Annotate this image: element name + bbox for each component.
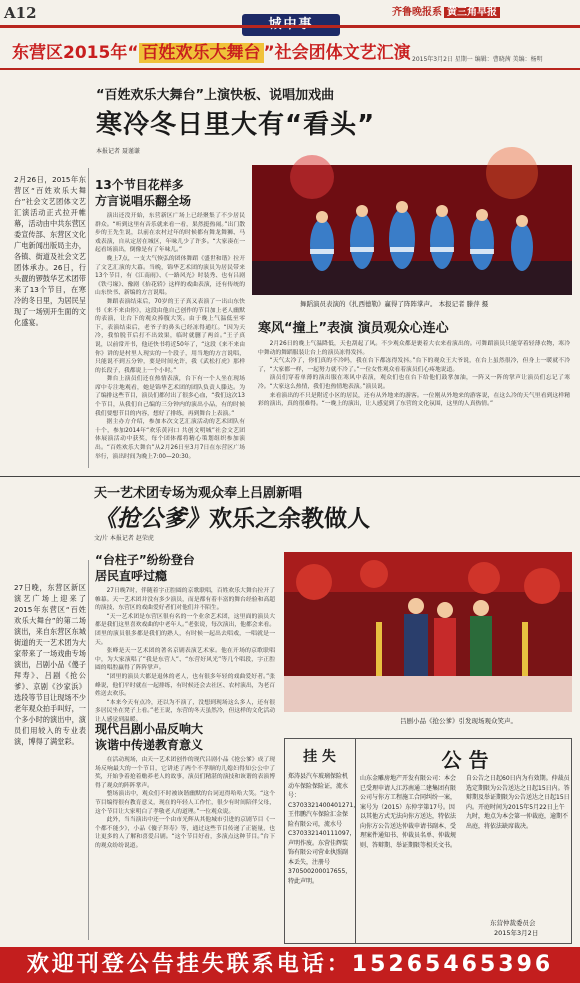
announcement-box [358,738,572,944]
lost-notice-box [284,738,360,944]
announcement-text-a: 山东金雕房地产开发有限公司：本会已受理申请人江苏南通二建集团有限公司与你方工程施工合同纠纷一案，案号为（2015）东仲字第17号。因以其他方式无法向你方送达，特依法向你方公告送达仲裁申请书副本、受理案件通知书、仲裁员名单、仲裁规则、答辩期、举证期限等相关文书。 [360,775,457,849]
story2-body2: 在活动现场，由天一艺术团创作的现代吕剧小品《抢公爹》成了现场反响最大的一个节目，它讲述了两个不孝顺的儿媳妇得知公公中了奖，开始争着抢着赡养老人的故事，演员们精湛的演技和诙谐的表演博得了观众的阵阵掌声。 整场演出中，观众们不时被诙谐幽默的台词逗得哈哈大笑。“这个节目编得很有教育意义，现在的年轻人工作忙，很少有时间陪伴父母，这个节目让大家明白了孝敬老人的道理。”一位观众说。 此外，当当演出中还一个由市光辉从其他城市引进的京剧节目《一个都不能少》，小品《傻子拜寿》等，通过这些节目传递了正能量，也让更多的人了解和喜爱吕剧。“这个节目好看，多演点这种节目。”台下的观众纷纷说道。 [95,757,275,849]
lost-notice-title: 挂 失 [303,749,336,765]
dance-photo-graphic [252,165,572,295]
dateline: 2015年3月2日 星期一 编辑：曹晓茜 美编：杨明 [412,56,543,63]
column-rule [88,168,89,468]
story1-body: 演出还没开始，东营新区广场上已经聚集了不少居民群众。“听到这里有音乐就来看一看，果然挺热闹。”出门散步的王先生说，以前在农村过年的时候都有舞龙舞狮、马戏表演，自从定居在城区，年味儿少了许多。“大家凑在一起看场演出，倒像是有了年味儿。” 晚上7点，一支大气恢弘的团体舞蹈《盛世和谐》拉开了文艺汇演的大幕。当晚，锦华艺术团的演员为居民带来13个节目，有《江南雨》、《一路风光》时装秀、也有吕剧《铁弓缘》、豫剧《抬花轿》这样的戏曲表演，还有传统的山东快书、新编的方言说唱。 舞蹈表演结束后，70岁的王子真又表演了一出山东快书《来不来由你》，这段由他自己创作的节目加上老人幽默的表演，让台下的观众捧腹大笑。由于晚上气温低至零下，表演结束后，老爷子的鼻头已经冻得通红。“因为天冷，我怕脱节后打不出效果，临时就删了两首。”王子真说，以前常开书，他还快书将近50年了，“这段《来不来由你》讲的是村里人现实的一个段子，用当地的方言说唱，只能说不到五分钟，要是时间允许，我《武松打虎》那样的长段子，我都说上一个小时。” 舞台上演员们还在热情表演，台下有一个人坐在现场席中专注地观看，她是锦华艺术团的团队负责人滕达。为了编排这些节目，演员们都付出了很多心血，“我们这次13个节目，从我们自己编的三分钟内的演出小品，有的时候我们要想节目的内容，想好了排练，再到舞台上表演。” 据主办方介绍，参加本次文艺汇演活动的艺术团队有十个，参加2014年“欢乐黄河口 共创文明城”社会文艺团体展演活动中获奖，每个团体都将精心策划组织参加演出。“百姓欢乐大舞台”从2月26日至3月7日在东营区广场举行，演出时间为晚上7:00—20:30。 [95,213,245,460]
lost-notice-text: 郑涛县汽车玻璃保险机动车保险保险证，流水号：C3703321400401271，王伟鹏汽车保险汇金保险有限公司，流水号C370332140111097，声明作废。东营佳辉装饰有限公司营业执照副本丢失，注册号370500200017655，特此声明。 [288,773,360,885]
story2-title: 《抢公爹》欢乐之余教做人 [94,506,370,532]
banner-headline: 东营区2015年“ 百姓欢乐大舞台 ”社会团体文艺汇演 [12,43,411,63]
footer-banner: 欢迎刊登公告挂失联系电话：15265465396 [0,947,580,983]
announcement-title: 公 告 [441,748,489,772]
story2-sub2: 居民直呼过瘾 [95,569,168,583]
announcement-text-b: 自公告之日起60日内为有效期。仲裁员选定期限为公告送达之日起15日内。答辩期及举证期限为公告送达之日起15日内。开庭时间为2015年5月22日上午九时，地点为本会第一仲裁庭，逾期不出庭，将依法缺席裁决。 [466,775,570,830]
paper-brand: 齐鲁晚报系 黄三角早报 [392,3,500,18]
story1-body2: 2月26日的晚上气温降低，天也刮起了风。不少观众都是裹着大衣来看演出的。可舞蹈演员只能穿着轻薄衣物，寒冷中舞动的舞蹈服装让台上的演员冻得发抖。 “天气太冷了，你们真的不冷吗，我在台下都冻得发抖。”台下的观众王大爷说，在台上虽然很冷，但身上一暖就不冷了，“大家都一样，一起努力就不冷了。”一位女性观众看着演员们心疼地说道。 演员们穿着单薄的演出服在寒风中表演，观众们也在台下给他们鼓掌加油，一阵又一阵的掌声让演员们忘记了寒冷。“大家这么热情，我们也热情地表演。”演员说。 来看演出的不只是附近小区的居民，还有从外地来的游客。一位刚从外地来的游客说，在这么冷的天气里看到这样精彩的演出，真的很难得。“一晚上的演出，让人感觉到了东营的文化氛围，这里的人真热情。” [258,341,570,408]
opera-photo [284,552,572,712]
story2-sub1: “台柱子”纷纷登台 [95,553,195,567]
story2-kicker: 天一艺术团专场为观众奉上吕剧新唱 [94,486,303,501]
story1-sub3: 寒风“撞上”表演 演员观众心连心 [258,321,449,336]
opera-photo-caption: 吕剧小品《抢公爹》引发现场观众笑声。 [400,717,517,725]
header-rule [0,25,580,28]
story1-sub1: 13个节目花样多 [95,178,184,192]
story1-sub2: 方言说唱乐翻全场 [95,194,192,208]
banner-rule [0,68,580,70]
column-rule-2 [88,560,89,940]
story2-sidebar: 27日晚，东营区新区演艺广场上迎来了2015年东营区“百姓欢乐大舞台”的第二场演出，来自东营区东城街道的天一艺术团为大家带来了一场戏曲专场演出，吕剧小品《傻子拜寿》、吕剧《抢公爹》、京剧《沙家浜》选段等节目让现场不少老年观众拍手叫好，一个多小时的演出中，演员们用较入的专业表演，博得了满堂彩。 [14,583,86,746]
story1-kicker: “百姓欢乐大舞台”上演快板、说唱加戏曲 [96,88,335,103]
dance-photo-caption: 舞蹈演员表演的《扎西德勒》赢得了阵阵掌声。 本报记者 滕萍 摄 [300,300,489,308]
opera-photo-graphic [284,552,572,712]
page-number: A12 [4,4,37,22]
announcement-date: 2015年3月2日 [494,929,539,937]
story1-byline: 本报记者 聂谨谦 [96,148,140,155]
story-divider [0,476,580,477]
announcement-signer: 东营仲裁委员会 [490,919,536,927]
story2-byline: 文/片 本报记者 赵荣虎 [94,535,154,542]
story2-sub4: 诙谐中传递教育意义 [95,738,204,752]
story1-title: 寒冷冬日里大有“看头” [96,110,376,140]
story1-sidebar: 2月26日，2015年东营区“百姓欢乐大舞台”社会文艺团体文艺汇演活动正式拉开帷幕，活动由中共东营区委宣传部、东营区文化广电新闻出版局主办，各镇、街道及社会文艺团体承办。26日，行头靓的锣鼓华艺术团带来了13个节目，在寒冷的冬日里，为居民呈现了一场别开生面的文化盛宴。 [14,175,86,327]
story2-body: 27日晚7时，伴随着字正腔圆的京歌联唱，百姓欢乐大舞台拉开了帷幕。天一艺术团并没有多少演员，而是都有着丰富的舞台经验和高超的演技，东营区的戏曲爱好者们对他们并不陌生。 “天一艺术团是东营区很有名的一个业余艺术团，这里面的演员大都是我们这里喜欢戏曲的中老年人。”老张说，每次演出，他都会来看。团里的演员很多都是我们的熟人，有时候一起出去唱戏，一唱就是一天。 张峰是天一艺术团的著名京剧表演艺术家。他在开场的京歌联唱中，为大家演唱了“我是东营人”、“东营好风光”等几个唱段，字正腔圆的唱腔赢得了阵阵掌声。 “团里的演员大都是退休的老人，也有很多年轻的戏曲爱好者。”张峰说，他们平时就在一起排练，有时候还会去社区、农村演出，为老百姓送去欢乐。 “本来今天有点冷，还以为不演了，没想到现场这么多人，还有很多居民坐在凳子上看。”老王说，东营的冬天虽然冷，但这样的文化活动让人感觉到温暖。 [95,588,275,723]
paper-tag: 黄三角早报 [444,7,500,18]
story2-sub3: 现代吕剧小品反响大 [95,722,204,736]
dance-photo [252,165,572,295]
